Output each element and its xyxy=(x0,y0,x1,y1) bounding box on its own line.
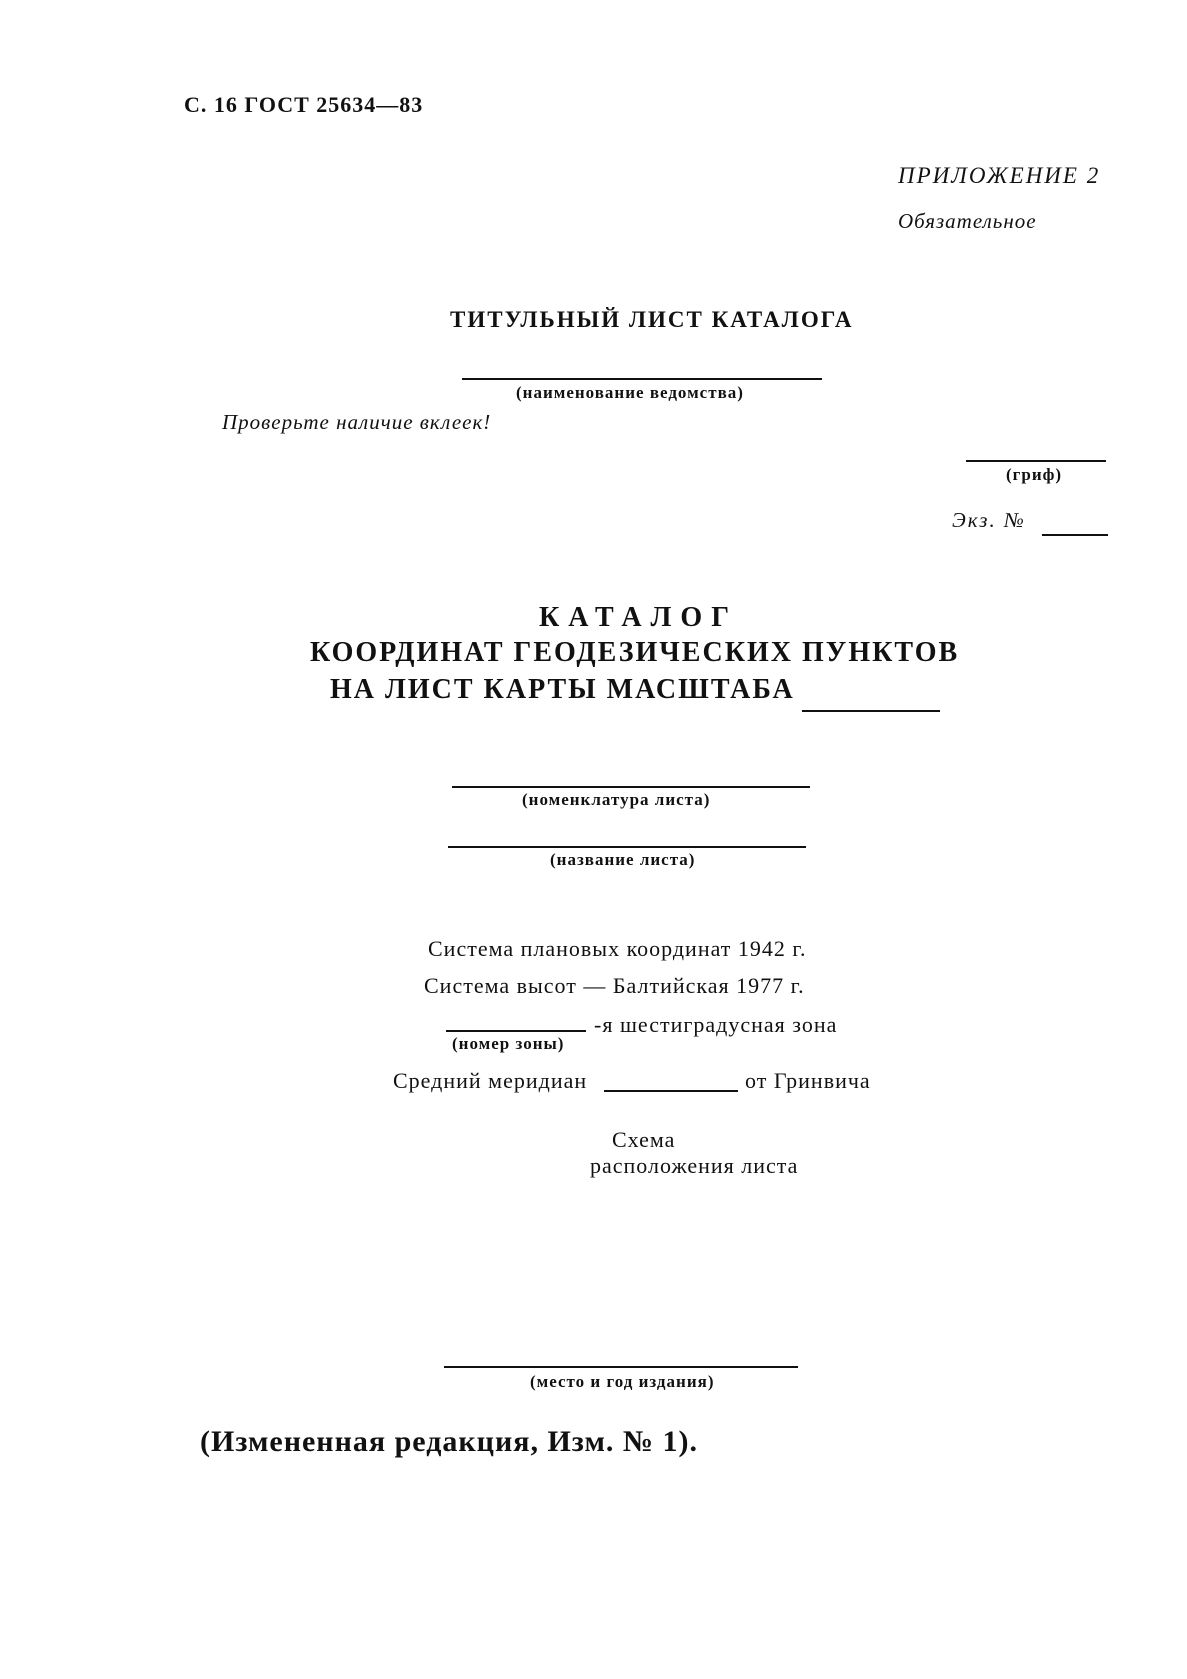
sheet-name-blank-line xyxy=(448,846,806,848)
height-system-text: Система высот — Балтийская 1977 г. xyxy=(424,973,805,998)
meridian-label: Средний меридиан xyxy=(393,1068,588,1093)
nomenclature-caption: (номенклатура листа) xyxy=(522,790,711,809)
catalog-title-line-2: КООРДИНАТ ГЕОДЕЗИЧЕСКИХ ПУНКТОВ xyxy=(310,637,960,668)
appendix-title: ПРИЛОЖЕНИЕ 2 xyxy=(898,163,1101,188)
classification-caption: (гриф) xyxy=(1006,465,1063,484)
catalog-title-line-3: НА ЛИСТ КАРТЫ МАСШТАБА xyxy=(330,674,795,705)
revised-edition-note: (Измененная редакция, Изм. № 1). xyxy=(200,1425,699,1458)
zone-number-blank-line xyxy=(446,1030,586,1032)
place-year-caption: (место и год издания) xyxy=(530,1372,715,1391)
scheme-label-line-2: расположения листа xyxy=(590,1153,799,1178)
agency-blank-line xyxy=(462,378,822,380)
zone-text: -я шестиградусная зона xyxy=(594,1012,838,1037)
agency-caption: (наименование ведомства) xyxy=(516,383,744,402)
check-inserts-note: Проверьте наличие вклеек! xyxy=(222,410,492,434)
catalog-title-line-1: КАТАЛОГ xyxy=(538,602,739,633)
copy-number-blank-line xyxy=(1042,534,1108,536)
scheme-label-line-1: Схема xyxy=(612,1127,676,1152)
sheet-name-caption: (название листа) xyxy=(550,850,696,869)
meridian-suffix: от Гринвича xyxy=(745,1068,871,1093)
classification-blank-line xyxy=(966,460,1106,462)
place-year-blank-line xyxy=(444,1366,798,1368)
coordinate-system-text: Система плановых координат 1942 г. xyxy=(428,936,807,961)
copy-number-label: Экз. № xyxy=(952,508,1026,532)
sheet-title: ТИТУЛЬНЫЙ ЛИСТ КАТАЛОГА xyxy=(450,307,854,332)
meridian-blank-line xyxy=(604,1090,738,1092)
zone-number-caption: (номер зоны) xyxy=(452,1034,565,1053)
page-header: С. 16 ГОСТ 25634—83 xyxy=(184,92,424,117)
scale-blank-line xyxy=(802,710,940,712)
nomenclature-blank-line xyxy=(452,786,810,788)
appendix-status: Обязательное xyxy=(898,209,1037,233)
